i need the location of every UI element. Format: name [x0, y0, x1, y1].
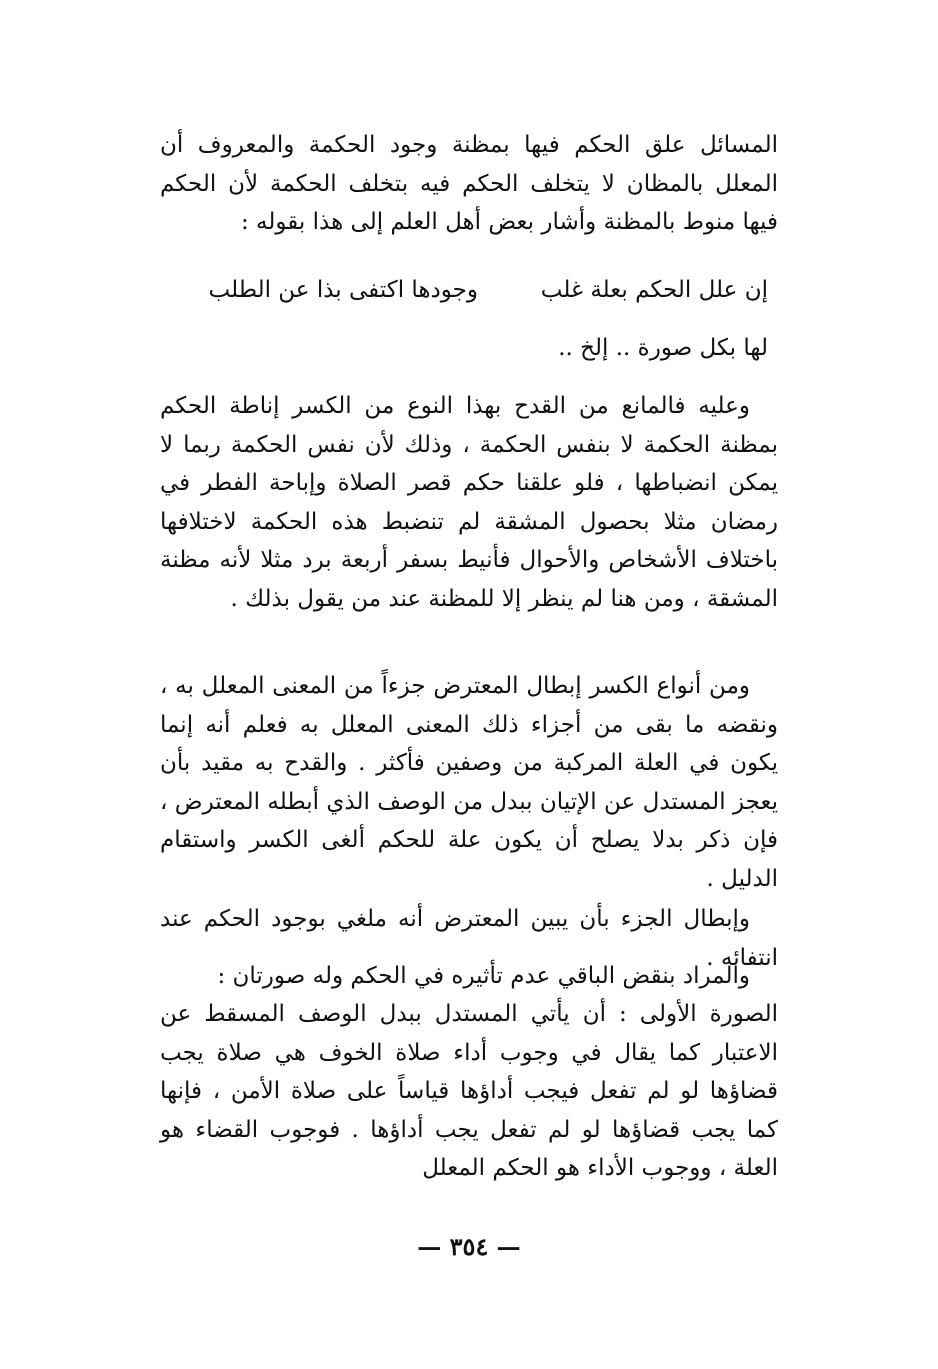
paragraph-kasr-types: ومن أنواع الكسر إبطال المعترض جزءاً من المعنى المعلل به ، ونقضه ما بقى من أجزاء ذلك المعنى المعلل به فعلم أنه إنما يكون في العلة المركبة من وصفين فأكثر . والقدح به مقيد بأن يعجز المستدل عن الإتيان ببدل من الوصف الذي أبطله المعترض ، فإن ذكر بدلا يصلح أن يكون علة للحكم ألغى الكسر واستقام الدليل .: [160, 673, 778, 892]
page-number: — ٣٥٤ —: [417, 1232, 521, 1261]
verse-continuation: لها بكل صورة .. إلخ ..: [558, 335, 768, 361]
verse-first-hemistich: إن علل الحكم بعلة غلب: [540, 277, 768, 303]
verse-second-hemistich: وجودها اكتفى بذا عن الطلب: [208, 277, 478, 303]
paragraph-naqd: والمراد بنقض الباقي عدم تأثيره في الحكم وله صورتان :: [217, 963, 750, 989]
paragraph-first-form: الصورة الأولى : أن يأتي المستدل ببدل الوصف المسقط عن الاعتبار كما يقال في وجوب أداء صلاة الخوف هي صلاة يجب قضاؤها لو لم تفعل فيجب أداؤها قياساً على صلاة الأمن ، فإنها كما يجب قضاؤها لو لم تفعل يجب أداؤها . فوجوب القضاء هو العلة ، ووجوب الأداء هو الحكم المعلل: [160, 1001, 778, 1181]
paragraph-mani: وعليه فالمانع من القدح بهذا النوع من الكسر إناطة الحكم بمظنة الحكمة لا بنفس الحكمة ، وذلك لأن نفس الحكمة ربما لا يمكن انضباطها ، فلو علقنا حكم قصر الصلاة وإباحة الفطر في رمضان مثلا بحصول المشقة لم تنضبط هذه الحكمة لاختلافها باختلاف الأشخاص والأحوال فأنيط بسفر أربعة برد مثلا لأنه مظنة المشقة ، ومن هنا لم ينظر إلا للمظنة عند من يقول بذلك .: [160, 393, 778, 612]
paragraph-ibtal: وإبطال الجزء بأن يبين المعترض أنه ملغي بوجود الحكم عند انتفائه .: [160, 906, 778, 971]
paragraph-intro: المسائل علق الحكم فيها بمظنة وجود الحكمة والمعروف أن المعلل بالمظان لا يتخلف الحكم فيه بتخلف الحكمة لأن الحكم فيها منوط بالمظنة وأشار بعض أهل العلم إلى هذا بقوله :: [160, 132, 778, 235]
